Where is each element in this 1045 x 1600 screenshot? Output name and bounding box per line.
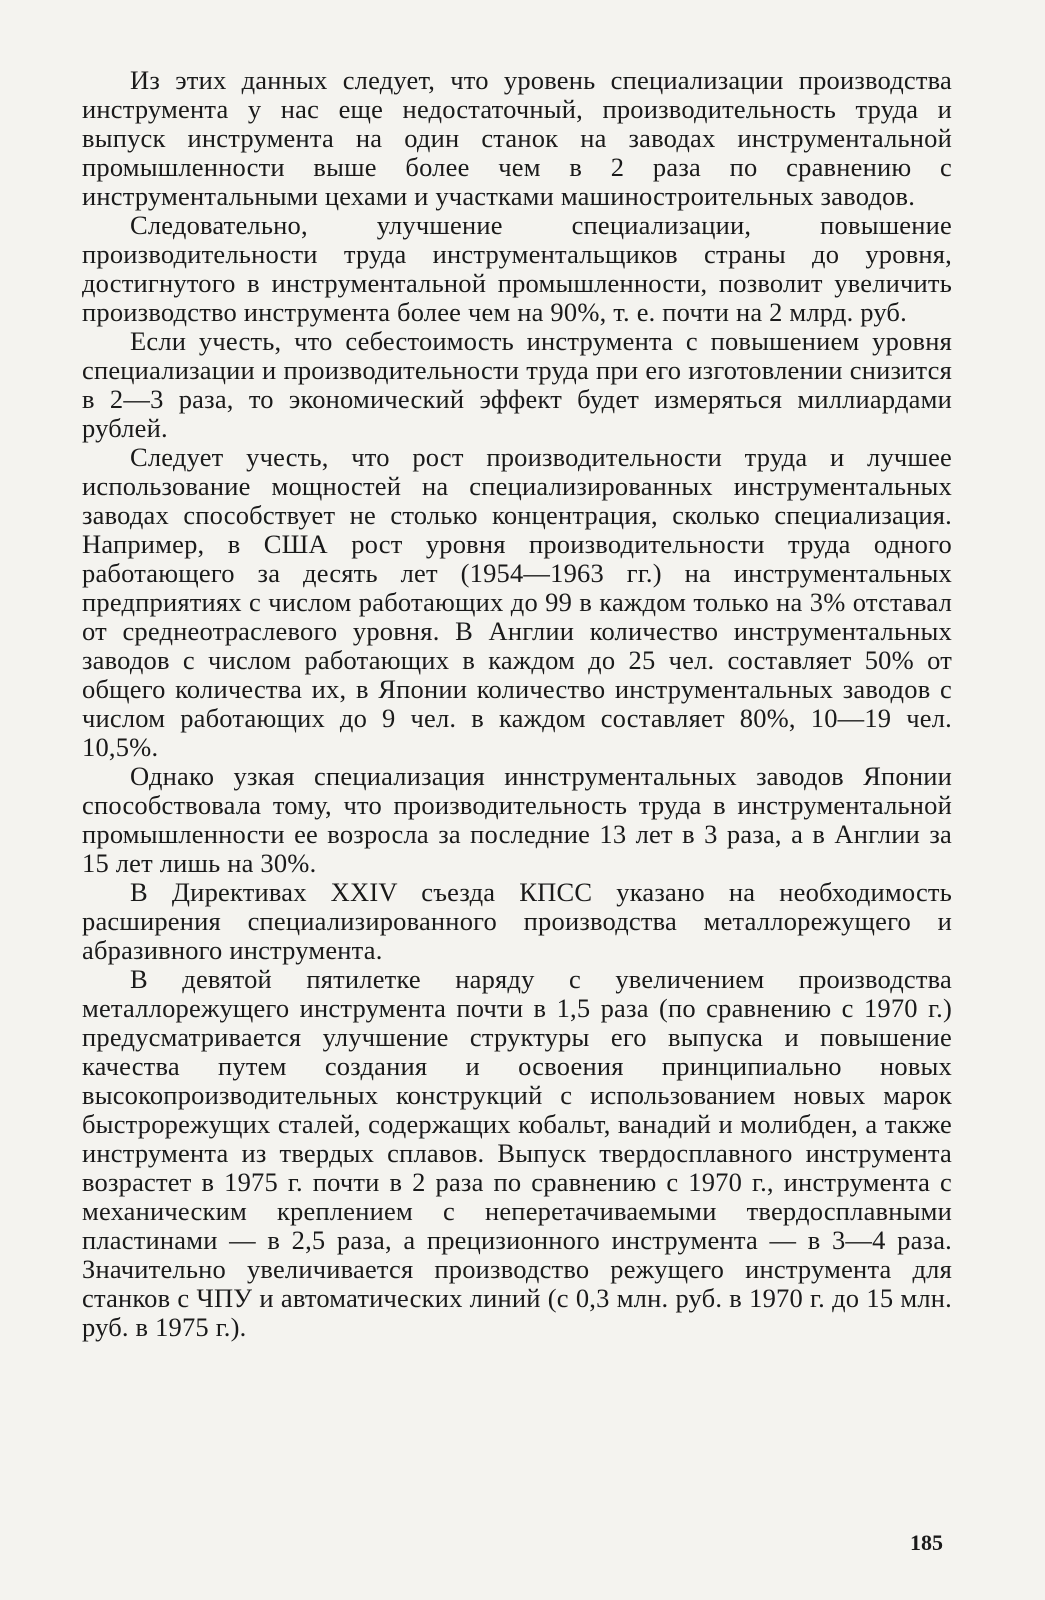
paragraph-6: В Директивах XXIV съезда КПСС указано на необходимость расширения специализированного производства металлорежущего и абразивного инструмента. bbox=[82, 877, 952, 965]
paragraph-2: Следовательно, улучшение специализации, повышение производительности труда инструментальщиков страны до уровня, достигнутого в инструментальной промышленности, позволит увеличить производство инструмента более чем на 90%, т. е. почти на 2 млрд. руб. bbox=[82, 210, 952, 327]
page-number: 185 bbox=[910, 1530, 943, 1555]
paragraph-7: В девятой пятилетке наряду с увеличением производства металлорежущего инструмента почти в 1,5 раза (по сравнению с 1970 г.) предусматривается улучшение структуры его выпуска и повышение качества путем создания и освоения принципиально новых высокопроизводительных конструкций с использованием новых марок быстрорежущих сталей, содержащих кобальт, ванадий и молибден, а также инструмента из твердых сплавов. Выпуск твердосплавного инструмента возрастет в 1975 г. почти в 2 раза по сравнению с 1970 г., инструмента с механическим креплением с неперетачиваемыми твердосплавными пластинами — в 2,5 раза, а прецизионного инструмента — в 3—4 раза. Значительно увеличивается производство режущего инструмента для станков с ЧПУ и автоматических линий (с 0,3 млн. руб. в 1970 г. до 15 млн. руб. в 1975 г.). bbox=[82, 964, 952, 1342]
paragraph-1: Из этих данных следует, что уровень специализации производства инструмента у нас еще недостаточный, производительность труда и выпуск инструмента на один станок на заводах инструментальной промышленности выше более чем в 2 раза по сравнению с инструментальными цехами и участками машиностроительных заводов. bbox=[82, 65, 952, 211]
page-body bbox=[82, 66, 952, 1536]
paragraph-3: Если учесть, что себестоимость инструмента с повышением уровня специализации и производительности труда при его изготовлении снизится в 2—3 раза, то экономический эффект будет измеряться миллиардами рублей. bbox=[82, 326, 952, 443]
paragraph-5: Однако узкая специализация иннструментальных заводов Японии способствовала тому, что производительность труда в инструментальной промышленности ее возросла за последние 13 лет в 3 раза, а в Англии за 15 лет лишь на 30%. bbox=[82, 761, 952, 878]
paragraph-4: Следует учесть, что рост производительности труда и лучшее использование мощностей на специализированных инструментальных заводах способствует не столько концентрация, сколько специализация. Например, в США рост уровня производительности труда одного работающего за десять лет (1954—1963 гг.) на инструментальных предприятиях с числом работающих до 99 в каждом только на 3% отставал от среднеотраслевого уровня. В Англии количество инструментальных заводов с числом работающих в каждом до 25 чел. составляет 50% от общего количества их, в Японии количество инструментальных заводов с числом работающих до 9 чел. в каждом составляет 80%, 10—19 чел. 10,5%. bbox=[82, 442, 952, 762]
